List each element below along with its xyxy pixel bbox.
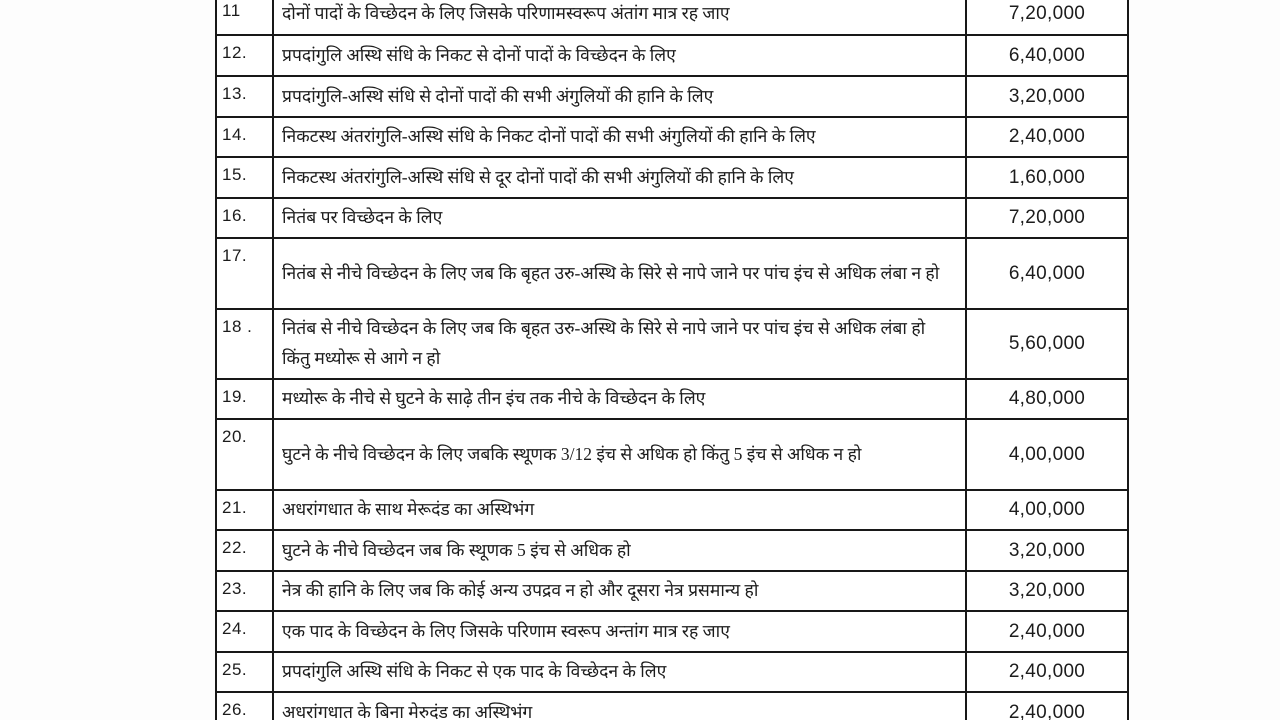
serial-cell: 18 . — [216, 309, 273, 379]
description-cell: अधरांगधात के बिना मेरुदंड का अस्थिभंग — [273, 692, 966, 720]
amount-cell: 5,60,000 — [966, 309, 1128, 379]
amount-cell: 4,00,000 — [966, 419, 1128, 490]
serial-cell: 14. — [216, 117, 273, 157]
description-cell: मध्योरू के नीचे से घुटने के साढ़े तीन इंच तक नीचे के विच्छेदन के लिए — [273, 379, 966, 419]
description-cell: घुटने के नीचे विच्छेदन के लिए जबकि स्थूणक 3/12 इंच से अधिक हो किंतु 5 इंच से अधिक न हो — [273, 419, 966, 490]
amount-cell: 2,40,000 — [966, 652, 1128, 692]
serial-cell: 17. — [216, 238, 273, 309]
serial-cell: 13. — [216, 76, 273, 117]
table-row — [216, 117, 1128, 157]
amount-cell: 7,20,000 — [966, 0, 1128, 35]
table-row — [216, 490, 1128, 530]
serial-cell: 16. — [216, 198, 273, 238]
description-cell: निकटस्थ अंतरांगुलि-अस्थि संधि के निकट दोनों पादों की सभी अंगुलियों की हानि के लिए — [273, 117, 966, 157]
description-cell: प्रपदांगुलि-अस्थि संधि से दोनों पादों की सभी अंगुलियों की हानि के लिए — [273, 76, 966, 117]
table-row — [216, 379, 1128, 419]
compensation-table-wrap — [215, 0, 1129, 720]
serial-cell: 23. — [216, 571, 273, 611]
amount-cell: 4,00,000 — [966, 490, 1128, 530]
serial-cell: 15. — [216, 157, 273, 198]
amount-cell: 4,80,000 — [966, 379, 1128, 419]
serial-cell: 24. — [216, 611, 273, 652]
amount-cell: 1,60,000 — [966, 157, 1128, 198]
serial-cell: 26. — [216, 692, 273, 720]
description-cell: प्रपदांगुलि अस्थि संधि के निकट से दोनों पादों के विच्छेदन के लिए — [273, 35, 966, 76]
amount-cell: 7,20,000 — [966, 198, 1128, 238]
description-cell: घुटने के नीचे विच्छेदन जब कि स्थूणक 5 इंच से अधिक हो — [273, 530, 966, 571]
amount-cell: 3,20,000 — [966, 530, 1128, 571]
serial-cell: 21. — [216, 490, 273, 530]
table-row — [216, 157, 1128, 198]
description-cell: अधरांगधात के साथ मेरूदंड का अस्थिभंग — [273, 490, 966, 530]
table-row — [216, 76, 1128, 117]
table-row — [216, 0, 1128, 35]
amount-cell: 6,40,000 — [966, 35, 1128, 76]
amount-cell: 2,40,000 — [966, 611, 1128, 652]
table-row — [216, 692, 1128, 720]
serial-cell: 11 — [216, 0, 273, 35]
serial-cell: 12. — [216, 35, 273, 76]
description-cell: निकटस्थ अंतरांगुलि-अस्थि संधि से दूर दोनों पादों की सभी अंगुलियों की हानि के लिए — [273, 157, 966, 198]
table-row — [216, 238, 1128, 309]
amount-cell: 3,20,000 — [966, 571, 1128, 611]
description-cell: नितंब से नीचे विच्छेदन के लिए जब कि बृहत उरु-अस्थि के सिरे से नापे जाने पर पांच इंच से अधिक लंबा न हो — [273, 238, 966, 309]
description-cell: नेत्र की हानि के लिए जब कि कोई अन्य उपद्रव न हो और दूसरा नेत्र प्रसमान्य हो — [273, 571, 966, 611]
table-row — [216, 419, 1128, 490]
table-row — [216, 652, 1128, 692]
table-row — [216, 198, 1128, 238]
table-row — [216, 35, 1128, 76]
description-cell: एक पाद के विच्छेदन के लिए जिसके परिणाम स्वरूप अन्तांग मात्र रह जाए — [273, 611, 966, 652]
serial-cell: 25. — [216, 652, 273, 692]
serial-cell: 19. — [216, 379, 273, 419]
compensation-table — [215, 0, 1129, 720]
amount-cell: 2,40,000 — [966, 117, 1128, 157]
amount-cell: 3,20,000 — [966, 76, 1128, 117]
serial-cell: 20. — [216, 419, 273, 490]
description-cell: नितंब पर विच्छेदन के लिए — [273, 198, 966, 238]
description-cell: नितंब से नीचे विच्छेदन के लिए जब कि बृहत उरु-अस्थि के सिरे से नापे जाने पर पांच इंच से अधिक लंबा हो किंतु मध्योरू से आगे न हो — [273, 309, 966, 379]
table-row — [216, 611, 1128, 652]
table-row — [216, 530, 1128, 571]
amount-cell: 6,40,000 — [966, 238, 1128, 309]
amount-cell: 2,40,000 — [966, 692, 1128, 720]
table-row — [216, 309, 1128, 379]
description-cell: दोनों पादों के विच्छेदन के लिए जिसके परिणामस्वरूप अंतांग मात्र रह जाए — [273, 0, 966, 35]
serial-cell: 22. — [216, 530, 273, 571]
table-row — [216, 571, 1128, 611]
description-cell: प्रपदांगुलि अस्थि संधि के निकट से एक पाद के विच्छेदन के लिए — [273, 652, 966, 692]
